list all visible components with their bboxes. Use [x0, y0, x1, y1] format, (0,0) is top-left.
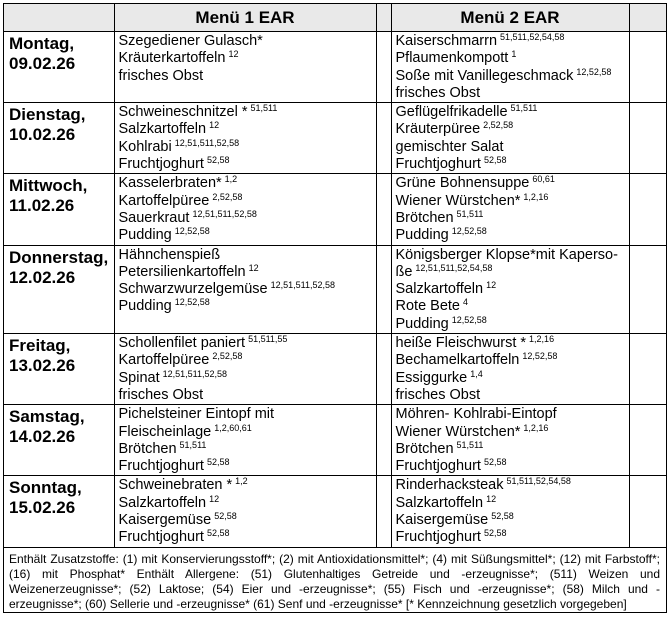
allergen-codes: 51,511	[179, 439, 207, 450]
dish-name: Soße mit Vanillegeschmack	[395, 67, 574, 84]
dish-item	[119, 352, 376, 369]
allergen-codes: 1,4	[470, 368, 483, 379]
allergen-codes: 1,2	[224, 174, 238, 185]
dish-item	[396, 210, 629, 227]
dish-item	[396, 85, 629, 102]
day-date: 13.02.26	[9, 356, 76, 376]
dish-name: frisches Obst	[395, 386, 481, 403]
header-corner	[4, 4, 114, 32]
menu-table	[4, 4, 666, 548]
dish-item	[396, 247, 629, 264]
dish-item	[119, 193, 376, 210]
dish-name: Fruchtjoghurt	[118, 156, 204, 173]
dish-name: Möhren- Kohlrabi-Eintopf	[395, 406, 557, 423]
dish-name: frisches Obst	[395, 84, 481, 101]
dish-name: Sauerkraut	[118, 209, 190, 226]
day-cell	[4, 174, 114, 245]
allergen-codes: 12	[248, 262, 259, 273]
allergen-codes: 4	[463, 297, 469, 308]
dish-name: Kräuterpüree	[395, 121, 481, 138]
allergen-codes: 12,52,58	[174, 226, 210, 237]
header-row	[4, 4, 666, 32]
allergen-codes: 51,511	[456, 439, 484, 450]
allergen-codes: 2,52,58	[212, 191, 243, 202]
allergen-codes: 51,511,52,54,58	[506, 476, 571, 487]
dish-item	[396, 193, 629, 210]
menu1-cell	[114, 476, 376, 547]
day-cell	[4, 334, 114, 405]
dish-item	[396, 387, 629, 404]
allergen-codes: 12,51,511,52,58	[270, 280, 335, 291]
column-gap	[376, 334, 391, 405]
menu1-cell	[114, 103, 376, 174]
dish-item	[396, 139, 629, 156]
allergen-codes: 12	[486, 280, 497, 291]
dish-name: Rote Bete	[395, 298, 460, 315]
dish-name: Pflaumenkompott	[395, 50, 509, 67]
dish-item	[396, 298, 629, 315]
dish-item	[119, 139, 376, 156]
column-end	[629, 103, 666, 174]
day-date: 15.02.26	[9, 498, 76, 518]
day-row	[4, 103, 666, 174]
dish-name: Pudding	[395, 227, 449, 244]
dish-item	[396, 121, 629, 138]
dish-item	[396, 68, 629, 85]
dish-item	[396, 512, 629, 529]
dish-item	[119, 477, 376, 494]
dish-name: Fruchtjoghurt	[118, 529, 204, 546]
dish-name: Kaiserschmarrn	[395, 33, 498, 49]
dish-name: Schwarzwurzelgemüse	[118, 281, 268, 298]
dish-item	[396, 335, 629, 352]
dish-item	[396, 370, 629, 387]
menu2-cell	[391, 245, 629, 333]
dish-item	[119, 387, 376, 404]
allergen-codes: 12,52,58	[451, 226, 487, 237]
day-cell	[4, 245, 114, 333]
dish-name: Kaisergemüse	[118, 512, 212, 529]
menu2-cell	[391, 174, 629, 245]
dish-item	[119, 529, 376, 546]
allergen-codes: 51,511	[456, 208, 484, 219]
dish-name: Kräuterkartoffeln	[118, 50, 226, 67]
dish-name: Brötchen	[395, 209, 454, 226]
dish-item	[396, 156, 629, 173]
allergen-codes: 52,58	[214, 511, 237, 522]
dish-item	[396, 458, 629, 475]
dish-name: ße	[395, 263, 413, 280]
allergen-codes: 52,58	[206, 155, 230, 166]
dish-item	[396, 424, 629, 441]
column-end	[629, 476, 666, 547]
allergen-codes: 52,58	[206, 457, 230, 468]
day-name: Dienstag,	[9, 105, 86, 125]
allergen-codes: 12,52,58	[522, 351, 558, 362]
day-rows	[4, 32, 666, 548]
day-date: 14.02.26	[9, 427, 76, 447]
dish-name: frisches Obst	[118, 386, 204, 403]
dish-item	[119, 264, 376, 281]
menu1-cell	[114, 405, 376, 476]
dish-item	[119, 406, 376, 423]
allergen-codes: 12,51,511,52,54,58	[415, 262, 493, 273]
allergen-codes: 12	[209, 493, 220, 504]
day-name: Sonntag,	[9, 478, 82, 498]
allergen-codes: 12,52,58	[451, 314, 487, 325]
dish-item	[396, 50, 629, 67]
dish-name: Hähnchenspieß	[118, 246, 221, 263]
dish-name: Spinat	[118, 369, 160, 386]
day-row	[4, 405, 666, 476]
dish-item	[119, 68, 376, 85]
allergen-codes: 52,58	[483, 457, 507, 468]
day-cell	[4, 476, 114, 547]
dish-name: Kartoffelpüree	[118, 352, 210, 369]
allergen-codes: 12	[486, 493, 497, 504]
dish-item	[119, 210, 376, 227]
allergen-codes: 60,61	[532, 174, 555, 185]
dish-name: Fruchtjoghurt	[395, 529, 481, 546]
allergen-codes: 51,511,52,54,58	[500, 32, 565, 42]
dish-name: frisches Obst	[118, 67, 204, 84]
dish-name: Kartoffelpüree	[118, 192, 210, 209]
allergen-codes: 1,2	[235, 476, 248, 487]
day-date: 10.02.26	[9, 125, 76, 145]
dish-item	[396, 495, 629, 512]
dish-name: Wiener Würstchen*	[395, 423, 521, 440]
dish-name: Fleischeinlage	[118, 423, 212, 440]
dish-item	[119, 50, 376, 67]
dish-item	[119, 227, 376, 244]
dish-name: Kohlrabi	[118, 138, 172, 155]
menu2-cell	[391, 103, 629, 174]
day-name: Montag,	[9, 34, 75, 53]
column-gap	[376, 103, 391, 174]
dish-item	[396, 227, 629, 244]
allergen-codes: 12,52,58	[576, 66, 612, 77]
dish-name: Schweineschnitzel *	[118, 104, 248, 121]
dish-item	[396, 352, 629, 369]
dish-item	[119, 281, 376, 298]
allergen-codes: 2,52,58	[483, 120, 514, 131]
dish-item	[396, 441, 629, 458]
dish-item	[119, 104, 376, 121]
menu1-heading: Menü 1 EAR	[114, 4, 376, 32]
dish-name: Pudding	[118, 298, 172, 315]
allergen-codes: 52,58	[491, 511, 514, 522]
column-end	[629, 174, 666, 245]
dish-item	[119, 424, 376, 441]
day-name: Samstag,	[9, 407, 85, 427]
dish-name: Königsberger Klopse*mit Kaperso-	[395, 246, 618, 263]
dish-item	[396, 477, 629, 494]
day-row	[4, 334, 666, 405]
dish-item	[396, 264, 629, 281]
menu2-cell	[391, 32, 629, 103]
allergen-codes: 12,51,511,52,58	[174, 137, 240, 148]
dish-name: Salzkartoffeln	[118, 121, 207, 138]
dish-name: Pudding	[395, 315, 449, 332]
dish-name: Petersilienkartoffeln	[118, 263, 246, 280]
allergen-codes: 2,52,58	[212, 351, 243, 362]
menu1-cell	[114, 32, 376, 103]
day-date: 11.02.26	[9, 196, 75, 216]
dish-name: Kasselerbraten*	[118, 175, 222, 192]
dish-name: Brötchen	[395, 440, 454, 457]
day-cell	[4, 103, 114, 174]
dish-item	[119, 298, 376, 315]
dish-name: Wiener Würstchen*	[395, 192, 521, 209]
dish-name: Fruchtjoghurt	[395, 156, 481, 173]
dish-name: Salzkartoffeln	[118, 494, 207, 511]
allergen-codes: 1	[511, 49, 517, 60]
allergen-codes: 1,2,16	[529, 334, 555, 345]
dish-item	[119, 121, 376, 138]
dish-item	[119, 495, 376, 512]
allergen-codes: 1,2,16	[523, 191, 549, 202]
dish-name: heiße Fleischwurst *	[395, 335, 527, 352]
dish-item	[119, 247, 376, 264]
dish-name: Grüne Bohnensuppe	[395, 175, 530, 192]
allergen-codes: 52,58	[483, 528, 507, 539]
dish-item	[396, 406, 629, 423]
menu1-cell	[114, 334, 376, 405]
allergen-codes: 51,511,55	[248, 334, 288, 345]
allergen-codes: 12	[209, 120, 220, 131]
dish-item	[396, 316, 629, 333]
dish-item	[119, 441, 376, 458]
dish-item	[119, 33, 376, 50]
dish-item	[119, 156, 376, 173]
dish-name: Szegediener Gulasch*	[118, 33, 263, 49]
dish-name: Schollenfilet paniert	[118, 335, 246, 352]
menu2-cell	[391, 334, 629, 405]
dish-name: Pichelsteiner Eintopf mit	[118, 406, 275, 423]
dish-item	[396, 281, 629, 298]
dish-item	[119, 458, 376, 475]
day-name: Mittwoch,	[9, 176, 88, 196]
day-row	[4, 174, 666, 245]
dish-name: Schweinebraten *	[118, 477, 233, 494]
menu2-heading: Menü 2 EAR	[391, 4, 629, 32]
column-gap	[376, 405, 391, 476]
day-row	[4, 245, 666, 333]
menu2-cell	[391, 405, 629, 476]
day-date: 09.02.26	[9, 54, 76, 73]
dish-name: Fruchtjoghurt	[395, 458, 481, 475]
allergen-codes: 52,58	[206, 528, 230, 539]
dish-item	[119, 175, 376, 192]
column-gap	[376, 476, 391, 547]
allergen-codes: 1,2,16	[523, 422, 549, 433]
day-date: 12.02.26	[9, 267, 76, 287]
header-end	[629, 4, 666, 32]
dish-name: Fruchtjoghurt	[118, 458, 204, 475]
column-gap	[376, 245, 391, 333]
dish-item	[396, 104, 629, 121]
allergen-codes: 12,51,511,52,58	[192, 208, 257, 219]
column-gap	[376, 174, 391, 245]
allergen-codes: 12,51,511,52,58	[162, 368, 228, 379]
column-end	[629, 245, 666, 333]
menu-sheet	[3, 3, 667, 613]
day-row	[4, 476, 666, 547]
dish-item	[396, 175, 629, 192]
dish-name: Brötchen	[118, 440, 177, 457]
dish-item	[396, 529, 629, 546]
column-gap	[376, 32, 391, 103]
allergen-codes: 1,2,60,61	[214, 422, 252, 433]
day-cell	[4, 32, 114, 103]
allergen-codes: 12,52,58	[174, 297, 210, 308]
dish-name: Essiggurke	[395, 369, 468, 386]
allergen-codes: 12	[228, 49, 239, 60]
column-end	[629, 334, 666, 405]
menu1-cell	[114, 245, 376, 333]
dish-item	[396, 33, 629, 50]
dish-name: Rinderhacksteak	[395, 477, 504, 494]
dish-name: Salzkartoffeln	[395, 494, 484, 511]
day-name: Freitag,	[9, 336, 71, 356]
day-cell	[4, 405, 114, 476]
dish-item	[119, 512, 376, 529]
header-gap	[376, 4, 391, 32]
column-end	[629, 405, 666, 476]
allergen-codes: 51,511	[250, 103, 278, 114]
dish-name: Kaisergemüse	[395, 512, 489, 529]
day-row	[4, 32, 666, 103]
dish-name: Salzkartoffeln	[395, 281, 484, 298]
dish-name: Bechamelkartoffeln	[395, 352, 520, 369]
dish-item	[119, 335, 376, 352]
menu1-cell	[114, 174, 376, 245]
column-end	[629, 32, 666, 103]
allergen-codes: 51,511	[510, 103, 538, 114]
dish-name: Geflügelfrikadelle	[395, 104, 508, 121]
dish-item	[119, 370, 376, 387]
day-name: Donnerstag,	[9, 247, 109, 267]
menu2-cell	[391, 476, 629, 547]
allergen-codes: 52,58	[483, 155, 507, 166]
dish-name: gemischter Salat	[395, 138, 504, 155]
legend-footnote: Enthält Zusatzstoffe: (1) mit Konservierungsstoff*; (2) mit Antioxidationsmittel*; (4) mit Süßungsmittel*; (12) mit Farbstoff*; (16) mit Phosphat* Enthält Allergene: (51) Glutenhaltiges Getreide und -erzeugnisse*; (511) Weizen und Weizenerzeugnisse*; (52) Laktose; (54) Eier und -erzeugnisse*; (55) Fisch und -erzeugnisse*; (58) Milch und -erzeugnisse*; (60) Sellerie und -erzeugnisse* (61) Senf und -erzeugnisse* [* Kennzeichnung gesetzlich vorgegeben]	[9, 551, 660, 611]
dish-name: Pudding	[118, 227, 172, 244]
